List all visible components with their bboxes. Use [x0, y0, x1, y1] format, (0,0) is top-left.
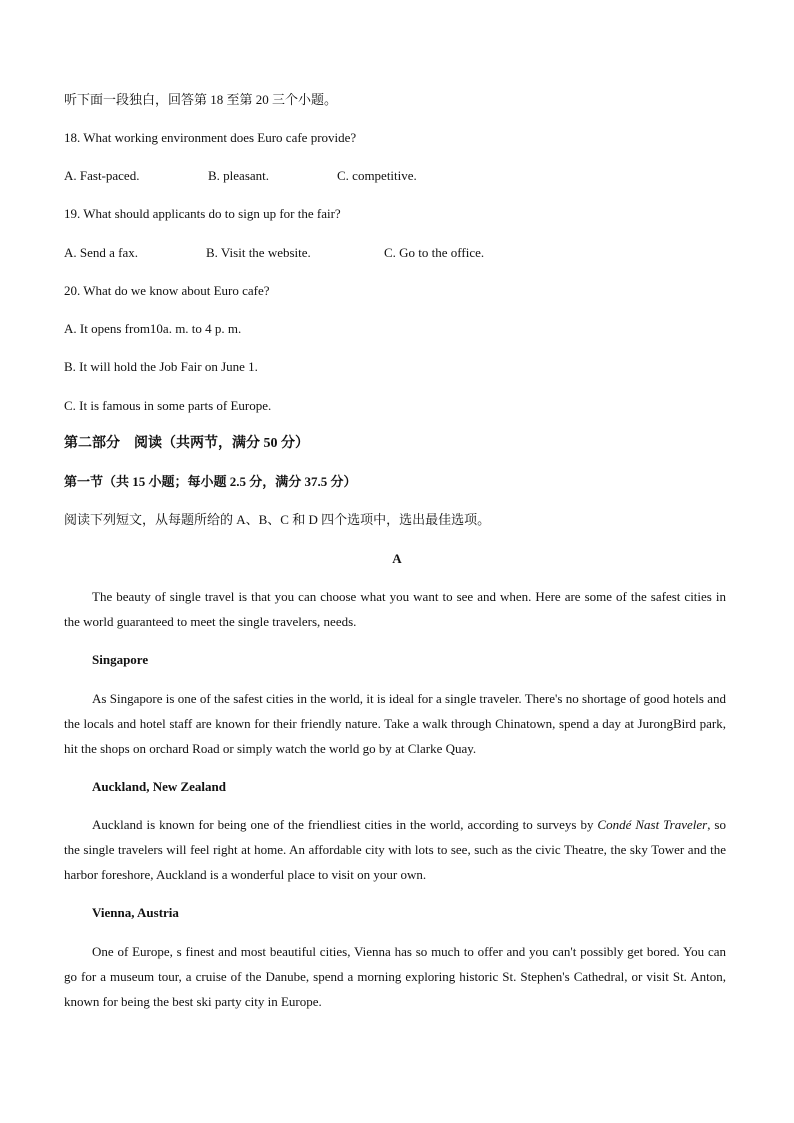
question-20-option-c: C. It is famous in some parts of Europe. — [64, 398, 272, 413]
passage-intro: The beauty of single travel is that you can choose what you want to see and when. Here are some of the safest cities in the world guaranteed to meet the single travelers, needs. — [64, 589, 726, 629]
question-18-stem: 18. What working environment does Euro cafe provide? — [64, 130, 357, 145]
heading-vienna: Vienna, Austria — [92, 905, 179, 920]
part-2-title: 第二部分 阅读（共两节，满分 50 分） — [64, 436, 309, 451]
magazine-name: Condé Nast Traveler — [597, 817, 708, 832]
section-1-title: 第一节（共 15 小题；每小题 2.5 分，满分 37.5 分） — [64, 474, 357, 489]
paragraph-vienna: One of Europe, s finest and most beautiful cities, Vienna has so much to offer and you can't possibly get bored. You can go for a museum tour, a cruise of the Danube, spend a morning exploring historic St. Stephen's Cathedral, or visit St. Anton, known for being the best ski party city in Europe. — [64, 944, 726, 1009]
question-18-option-a: A. Fast-paced. — [64, 168, 140, 183]
question-19-option-a: A. Send a fax. — [64, 245, 139, 260]
question-19-stem: 19. What should applicants do to sign up for the fair? — [64, 206, 341, 221]
heading-singapore: Singapore — [92, 652, 149, 667]
reading-instruction: 阅读下列短文，从每题所给的 A、B、C 和 D 四个选项中，选出最佳选项。 — [64, 512, 491, 527]
question-19-option-b: B. Visit the website. — [206, 245, 311, 260]
paragraph-auckland — [64, 812, 726, 887]
question-20-option-a: A. It opens from10a. m. to 4 p. m. — [64, 321, 242, 336]
heading-auckland: Auckland, New Zealand — [92, 779, 226, 794]
question-20-option-b: B. It will hold the Job Fair on June 1. — [64, 359, 258, 374]
question-20-stem: 20. What do we know about Euro cafe? — [64, 283, 270, 298]
question-18-option-c: C. competitive. — [337, 168, 417, 183]
auckland-text-before: Auckland is known for being one of the friendliest cities in the world, according to surveys by — [92, 817, 598, 832]
question-18-option-b: B. pleasant. — [208, 168, 270, 183]
passage-label: A — [392, 551, 402, 566]
listening-instruction: 听下面一段独白，回答第 18 至第 20 三个小题。 — [64, 92, 338, 107]
paragraph-singapore: As Singapore is one of the safest cities in the world, it is ideal for a single traveler. There's no shortage of good hotels and the locals and hotel staff are known for their friendly nature. Take a walk through Chinatown, spend a day at JurongBird park, hit the shops on orchard Road or simply watch the world go by at Clarke Quay. — [64, 691, 726, 756]
question-19-option-c: C. Go to the office. — [384, 245, 485, 260]
auckland-text-after: , so the single travelers will feel right at home. An affordable city with lots to see, such as the civic Theatre, the sky Tower and the harbor foreshore, Auckland is a wonderful place to visit on your own. — [64, 817, 726, 882]
